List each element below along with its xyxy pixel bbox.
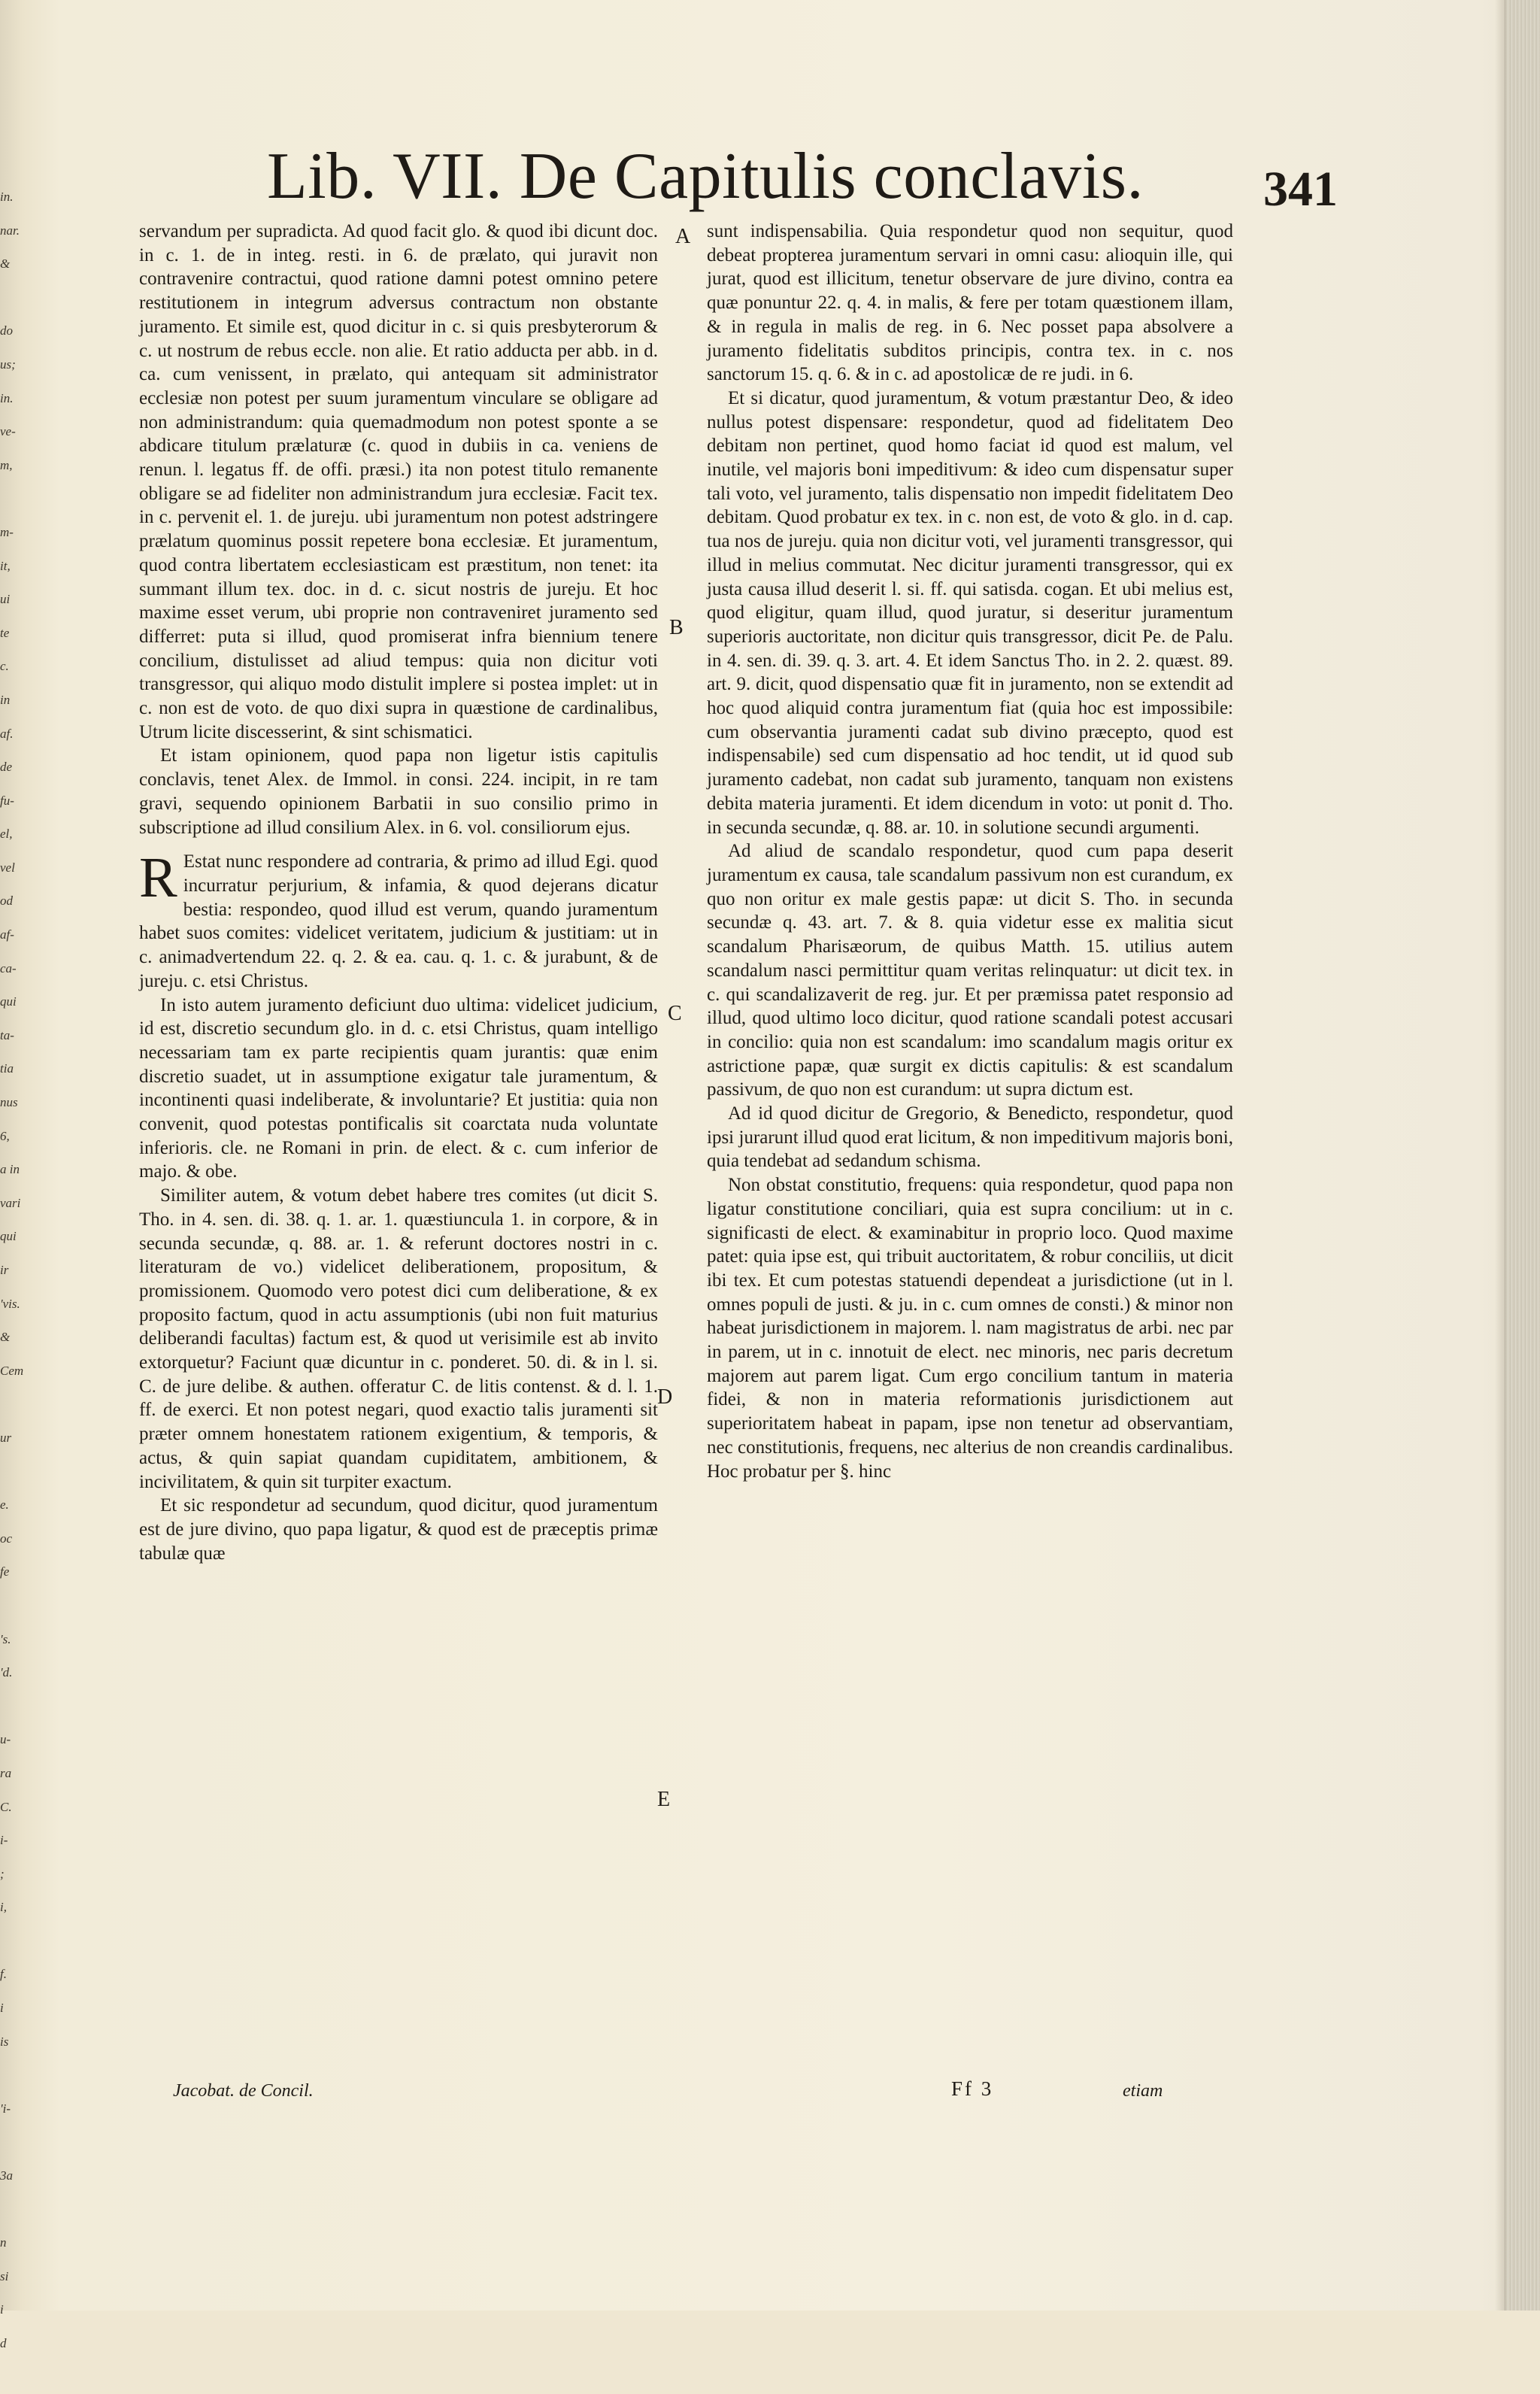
gutter-fragment: u- xyxy=(0,1732,11,1747)
gutter-fragment: in. xyxy=(0,390,14,405)
gutter-fragment: f. xyxy=(0,1967,7,1982)
gutter-fragment: ve- xyxy=(0,424,16,439)
margin-letter-d: D xyxy=(657,1385,673,1409)
gutter-fragment: ra xyxy=(0,1765,12,1780)
right-paragraph: Et si dicatur, quod juramentum, & votum præstantur Deo, & ideo nullus potest dispensare: respondetur, quod ad fidelitatem Deo debitam non pertinet, quod homo faciat id quod est malum, vel inutile, vel majoris boni impeditivum: & ideo cum dispensatur super tali voto, vel juramento, talis dispensatio non impedit fidelitatem Deo debitam. Quod probatur ex tex. in c. non est, de voto & glo. in d. cap. tua nos de jureju. quia non dicitur voti, vel juramenti transgressor, qui illud in melius commutat. Nec dicitur juramenti transgressor, qui ex justa causa illud deserit l. si. ff. qui satisda. cogan. Et ubi melius est, quod eligitur, quam illud, quod juratur, si deseritur juramentum superioris auctoritate, non dicitur quis transgressor, dicit Pe. de Palu. in 4. sen. di. 39. q. 3. art. 4. Et idem Sanctus Tho. in 2. 2. quæst. 89. art. 9. dicit, quod dispensatio quæ fit in juramento, non se extendit ad hoc quod aliquid contra juramentum fiat (quia hoc est impossibile: cum observantia juramenti cadat sub divino præcepto, quod est indispensabile) sed cum dispensatio ad hoc tendit, ut id quod sub juramento cadebat, non cadat sub juramento, tanquam non existens debita materia juramenti. Et idem dicendum in voto: ut ponit d. Tho. in secunda secundæ, q. 88. ar. 10. in solutione secundi argumenti. xyxy=(707,387,1233,838)
gutter-fragment: ui xyxy=(0,592,11,607)
right-paragraph: Ad aliud de scandalo respondetur, quod cum papa deserit juramentum ex causa, tale scandalum passivum non est curandum, ex quo non oritur ex male gestis papæ: ut dicit S. Tho. in secunda secundæ q. 43. art. 7. & 8. quia videtur esse ex malitia sicut scandalum Pharisæorum, de quibus Matth. 15. utilius autem scandalum nasci permittitur quam veritas relinquatur: ut dicit tex. in c. qui scandalizaverit de reg. jur. Et per præmissa patet responsio ad illud, quod ultimo loco dicitur, quod ratione scandali potest accusari in concilio: quia non est scandalum: imo scandalum magis oritur ex astrictione papæ, quæ surgit ex dictis capitulis: & est scandalum passivum, de quo non est curandum: ut supra dictum est. xyxy=(707,841,1233,1100)
gutter-fragment: n xyxy=(0,2235,7,2250)
right-paragraph: Non obstat constitutio, frequens: quia respondetur, quod papa non ligatur constitutione conciliari, quia est supra concilium: ut in c. significasti de elect. & examinabitur in proprio loco. Quod maxime patet: quia ipse est, qui tribuit auctoritatem, & robur conciliis, ut dicit ibi tex. Et cum potestas statuendi dependeat a jurisdictione (ut in l. omnes populi de justi. & ju. in c. cum omnes de consti.) & minor non habeat jurisdictionem in majorem. l. nam magistratus de arbi. nec par in parem, ut in c. innotuit de elect. nec minoris, nec paris decretum majorem aut parem ligat. Cum ergo concilium tantum in materia fidei, & non in materia reformationis jurisdictionem aut superioritatem habeat in papam, ipse non tenetur ad observantiam, nec constitutionis, frequens, nec alterius de non creandis cardinalibus. Hoc probatur per §. hinc xyxy=(707,1175,1233,1482)
gutter-fragment: vari xyxy=(0,1195,21,1210)
margin-letter-e: E xyxy=(657,1788,671,1811)
gutter-fragment xyxy=(0,2125,30,2159)
page-curve-shadow xyxy=(1495,0,1505,2311)
left-paragraph: Et sic respondetur ad secundum, quod dicitur, quod juramentum est de jure divino, quo papa ligatur, & quod est de præceptis primæ tabulæ quæ xyxy=(139,1495,658,1564)
gutter-fragment: 'd. xyxy=(0,1665,13,1680)
gutter-fragment: de xyxy=(0,760,13,775)
footer-note: Jacobat. de Concil. xyxy=(173,2081,314,2101)
gutter-fragment: i, xyxy=(0,1900,7,1915)
left-paragraph: REstat nunc respondere ad contraria, & primo ad illud Egi. quod incurratur perjurium, & infamia, & quod dejerans dicatur bestia: respondeo, quod illud est verum, quando juramentum habet suos comites: videlicet veritatem, judicium & justitiam: ut in c. animadvertendum 22. q. 2. & ea. cau. q. 1. c. & jurabunt, & de jureju. c. etsi Christus. xyxy=(139,846,658,991)
running-header xyxy=(267,139,1244,222)
gutter-fragment: Cem xyxy=(0,1363,24,1378)
gutter-fragment xyxy=(0,281,30,315)
gutter-fragment xyxy=(0,2193,30,2227)
gutter-fragment: fu- xyxy=(0,793,14,808)
gutter-fragment: nar. xyxy=(0,223,20,238)
gutter-fragment: C. xyxy=(0,1799,12,1814)
gutter-fragment: i xyxy=(0,2302,4,2317)
margin-letter-a: A xyxy=(675,225,691,248)
gutter-fragment: 6, xyxy=(0,1128,10,1143)
gutter-fragment: el, xyxy=(0,827,13,842)
gutter-fragment xyxy=(0,2361,30,2394)
gutter-fragment xyxy=(0,1589,30,1623)
gutter-fragment: te xyxy=(0,625,10,640)
left-paragraph: In isto autem juramento deficiunt duo ultima: videlicet judicium, id est, discretio secundum glo. in d. c. etsi Christus, quam intelligo necessariam tam ex parte recipientis quam jurantis: quæ enim discretio suadet, ut in assumptione exigatur tale juramentum, & incontinenti quasi indeliberate, & involuntarie? Et justitia: quia non convenit, quod potestas pontificalis sit coarctata nuda voluntate inferioris. cle. ne Romani in prin. de elect. & c. cum inferior de majo. & obe. xyxy=(139,994,658,1182)
gutter-fragment: nus xyxy=(0,1095,18,1110)
gutter-fragment: qui xyxy=(0,1229,17,1244)
right-paragraph: Ad id quod dicitur de Gregorio, & Benedicto, respondetur, quod ipsi jurarunt illud quod erat licitum, & non impeditivum majoris boni, quia tendebat ad sedandum schisma. xyxy=(707,1103,1233,1172)
gutter-fragment xyxy=(0,2059,30,2092)
gutter-fragment: do xyxy=(0,323,13,338)
gutter-fragment: qui xyxy=(0,994,17,1009)
right-paragraph: sunt indispensabilia. Quia respondetur quod non sequitur, quod debeat propterea juramentum servari in omni casu: alioquin ille, qui jurat, quod est illicitum, tenetur observare de jure divino, contra ea quæ ponuntur 22. q. 4. in malis, & fere per totam quæstionem illam, & in regula in malis de reg. in 6. Nec posset papa absolvere a juramento fidelitatis subditos principis, contra tex. in c. nos sanctorum 15. q. 6. & in c. ad apostolicæ de re judi. in 6. xyxy=(707,221,1233,385)
gutter-fragment: in xyxy=(0,692,11,707)
gutter-fragment: it, xyxy=(0,558,11,573)
gutter-fragment: oc xyxy=(0,1531,13,1546)
gutter-fragment: m, xyxy=(0,457,13,472)
right-column xyxy=(707,220,1233,1483)
gutter-fragment xyxy=(0,482,30,516)
signature-mark: Ff 3 xyxy=(951,2077,994,2100)
gutter-fragment: ca- xyxy=(0,960,17,976)
page-stack-edge xyxy=(1505,0,1540,2311)
gutter-fragment: ta- xyxy=(0,1027,14,1042)
gutter-fragment: af. xyxy=(0,726,14,741)
gutter-fragment: e. xyxy=(0,1497,9,1513)
gutter-fragment: ; xyxy=(0,1866,5,1881)
gutter-fragment: 'vis. xyxy=(0,1296,20,1311)
gutter-fragment: a in xyxy=(0,1162,20,1177)
left-column xyxy=(139,220,658,1565)
facing-page-fragments xyxy=(0,181,30,2350)
gutter-fragment: 'i- xyxy=(0,2101,11,2116)
gutter-fragment: 's. xyxy=(0,1631,11,1646)
gutter-fragment: 3a xyxy=(0,2168,13,2183)
gutter-fragment: m- xyxy=(0,524,14,539)
gutter-fragment xyxy=(0,1690,30,1724)
margin-letter-c: C xyxy=(668,1002,682,1025)
gutter-fragment: & xyxy=(0,1330,11,1345)
gutter-fragment: d xyxy=(0,2336,7,2350)
gutter-fragment: od xyxy=(0,894,13,909)
gutter-fragment: si xyxy=(0,2268,9,2283)
gutter-fragment: fe xyxy=(0,1564,10,1579)
gutter-fragment: in. xyxy=(0,190,14,204)
left-paragraph: Similiter autem, & votum debet habere tres comites (ut dicit S. Tho. in 4. sen. di. 38. q. 1. ar. 1. quæstiuncula 1. in corpore, & in secunda secundæ, q. 88. ar. 1. & referunt doctores nostri in c. literaturam de vo.) videlicet deliberationem, propositum, & promissionem. Quomodo vero potest dici cum deliberatione, & ex proposito factum, quod in actu assumptionis (ubi non fuit maturius deliberandi facultas) factum est, & quod ut verisimile est ab invito extorquetur? Faciunt quæ dicuntur in c. ponderet. 50. di. & in l. si. C. de jure delibe. & authen. offeratur C. de litis contenst. & d. l. 1. ff. de exerci. Et non potest negari, quod exactio talis juramenti sit præter omnem honestatem rationem exigentium, & temporis, & actus, & quin sapiat quandam cupiditatem, ambitionem, & incivilitatem, & quin sit turpiter exactum. xyxy=(139,1185,658,1492)
gutter-fragment: vel xyxy=(0,860,15,875)
left-paragraph: servandum per supradicta. Ad quod facit glo. & quod ibi dicunt doc. in c. 1. de in integ. resti. in 6. de prælato, qui juravit non contravenire contractui, quod ratione damni potest omnino petere restitutionem in integrum adversus contractum non obstante juramento. Et simile est, quod dicitur in c. si quis presbyterorum & c. ut nostrum de rebus eccle. non alie. Et ratio adducta per abb. in d. ca. cum venissent, in prælato, qui antequam sit administrator ecclesiæ non potest per suum juramentum vinculare se obligare ad non administrandum: quia quemadmodum non potest sponte a se abdicare titulum prælaturæ (c. quod in dubiis in ca. veniens de renun. l. legatus ff. de offi. præsi.) ita non potest titulo remanente obligare se ad fideliter non administrandum jura ecclesiæ. Facit tex. in c. pervenit el. 1. de jureju. ubi juramentum non potest adstringere prælatum quominus possit repetere bona ecclesiæ. Et juramentum, quod contra libertatem ecclesiasticam est præstitum, non tenet: ita summant illum tex. doc. in d. c. sicut nostris de jureju. Et hoc maxime esset verum, ubi proprie non contraveniret juramento sed differret: puta si illud, quod promiserat infra biennium tenere concilium, distulisset ad aliud tempus: quia non dicitur voti transgressor, qui aliquo modo distulit implere si postea implet: ut in c. non est de voto. de quo dixi supra in quæstione de cardinalibus, Utrum licite discesserint, & sint schismatici. xyxy=(139,221,658,742)
page-number: 341 xyxy=(1263,162,1338,217)
left-paragraph: Et istam opinionem, quod papa non ligetur istis capitulis conclavis, tenet Alex. de Immol. in consi. 224. incipit, in re tam gravi, sequendo opinionem Barbatii in suo consilio primo in subscriptione ad illud consilium Alex. in 6. vol. consiliorum ejus. xyxy=(139,745,658,838)
gutter-fragment xyxy=(0,1455,30,1489)
gutter-fragment xyxy=(0,1388,30,1422)
gutter-fragment: & xyxy=(0,256,11,272)
gutter-fragment: ir xyxy=(0,1263,9,1277)
gutter-fragment: us; xyxy=(0,357,16,372)
running-title: Lib. VII. De Capitulis conclavis. xyxy=(267,140,1144,213)
gutter-fragment: i- xyxy=(0,1833,8,1848)
gutter-fragment: c. xyxy=(0,659,9,674)
gutter-fragment: is xyxy=(0,2034,9,2049)
margin-letter-b: B xyxy=(669,616,684,639)
gutter-fragment: ur xyxy=(0,1430,12,1445)
gutter-fragment: i xyxy=(0,2001,4,2016)
gutter-fragment xyxy=(0,1925,30,1959)
gutter-fragment: af- xyxy=(0,927,14,942)
catchword: etiam xyxy=(1123,2081,1163,2101)
gutter-fragment: tia xyxy=(0,1061,14,1076)
